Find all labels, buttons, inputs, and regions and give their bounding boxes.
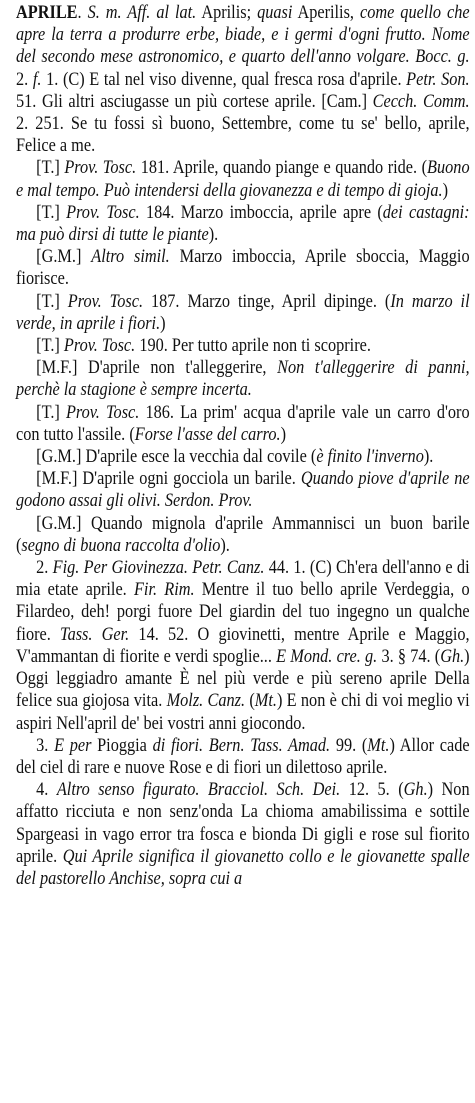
italic-text: segno di buona raccolta d'olio bbox=[21, 534, 221, 556]
sense-paragraph bbox=[16, 735, 470, 779]
body-text: Mentre il tuo bello aprile Verdeggia, o Filardeo, deh! porgi fuore Del giardin del tuo ingegno un qualche fiore. bbox=[16, 579, 470, 645]
sense-paragraph bbox=[16, 335, 470, 357]
body-text: Aprilis; bbox=[196, 2, 258, 23]
sense-paragraph bbox=[16, 779, 470, 890]
italic-text: Altro simil. bbox=[91, 246, 170, 268]
body-text: [T.] bbox=[36, 401, 66, 423]
italic-text: S. m. Aff. al lat. bbox=[87, 2, 197, 23]
body-text: ( bbox=[245, 690, 255, 712]
body-text: 184. Marzo imboccia, aprile apre ( bbox=[139, 201, 383, 223]
italic-text: Forse l'asse del carro. bbox=[134, 423, 281, 445]
italic-text: Molz. Canz. bbox=[166, 690, 246, 712]
body-text: [T.] bbox=[36, 201, 67, 223]
body-text: Marzo imboccia, Aprile sboccia, Maggio fiorisce. bbox=[16, 246, 470, 290]
body-text: ). bbox=[220, 534, 230, 556]
body-text: 186. La prim' acqua d'aprile vale un carro d'oro con tutto l'assile. ( bbox=[16, 401, 470, 445]
italic-text: Altro senso figurato. Bracciol. Sch. Dei. bbox=[56, 779, 341, 801]
headword: APRILE bbox=[16, 2, 78, 23]
body-text: Pioggia bbox=[91, 734, 153, 756]
italic-text: è finito l'inverno bbox=[316, 446, 424, 468]
italic-text: E Mond. cre. g. bbox=[276, 645, 378, 667]
sense-paragraph bbox=[16, 557, 470, 735]
body-text: 51. Gli altri asciugasse un più cortese aprile. [Cam.] bbox=[16, 90, 373, 112]
body-text: [T.] bbox=[36, 335, 64, 357]
italic-text: Prov. Tosc. bbox=[67, 290, 144, 312]
italic-text: Prov. Tosc. bbox=[65, 401, 140, 423]
italic-text: Mt. bbox=[367, 734, 390, 756]
body-text: ) Oggi leggiadro amante È nel più verde e più sereno aprile Della felice sua giojosa vita. bbox=[16, 645, 470, 712]
body-text: 187. Marzo tinge, April dipinge. ( bbox=[143, 290, 391, 312]
body-text: ) Non affatto ricciuta e non senz'onda La chioma amabilissima e sottile Spargeasi in vago error tra fosca e bionda Di gigli e rose sul fiorito aprile. bbox=[16, 779, 470, 867]
italic-text: come quello che apre la terra a produrre erbe, biade, e i germi d'ogni frutto. Nome del secondo mese astronomico, e quarto dell'anno volgare. Bocc. g. bbox=[16, 2, 470, 68]
body-text: [T.] bbox=[36, 290, 68, 312]
italic-text: Tass. Ger. bbox=[60, 623, 130, 645]
body-text: ) bbox=[160, 312, 166, 334]
italic-text: Prov. Tosc. bbox=[66, 201, 140, 223]
body-text: ) E non è chi di voi meglio vi aspiri Nell'april de' bei vostri anni giocondo. bbox=[16, 690, 470, 734]
body-text: 2. 251. Se tu fossi sì buono, Settembre, come tu se' bello, aprile, Felice a me. bbox=[16, 113, 470, 157]
body-text: [M.F.] D'aprile ogni gocciola un barile. bbox=[36, 468, 301, 490]
body-text: [G.M.] Quando mignola d'aprile Ammannisci un buon barile ( bbox=[16, 512, 470, 556]
italic-text: Buono e mal tempo. Può intendersi della giovanezza e di tempo di gioja. bbox=[16, 157, 470, 201]
body-text: 44. 1. (C) Ch'era dell'anno e di mia etate aprile. bbox=[16, 557, 470, 601]
dictionary-page bbox=[3, 0, 470, 1103]
body-text: 4. bbox=[36, 779, 57, 801]
italic-text: di fiori. Bern. Tass. Amad. bbox=[152, 734, 331, 756]
entry-column bbox=[16, 2, 470, 890]
italic-text: Cecch. Comm. bbox=[372, 90, 470, 112]
body-text: [T.] bbox=[36, 157, 65, 179]
body-text: [M.F.] D'aprile non t'alleggerire, bbox=[36, 357, 278, 379]
body-text: ). bbox=[423, 446, 434, 468]
italic-text: Prov. Tosc. bbox=[63, 335, 136, 357]
body-text: 1. (C) E tal nel viso divenne, qual fresca rosa d'aprile. bbox=[41, 68, 407, 90]
body-text: 3. bbox=[36, 734, 55, 756]
italic-text: In marzo il verde, in aprile i fiori. bbox=[16, 290, 470, 334]
sense-paragraph bbox=[16, 157, 470, 201]
italic-text: E per bbox=[54, 734, 92, 756]
italic-text: Petr. Son. bbox=[406, 68, 470, 90]
body-text: Aperilis, bbox=[292, 2, 360, 23]
italic-text: quasi bbox=[257, 2, 293, 23]
italic-text: f. bbox=[32, 68, 42, 90]
body-text: ) bbox=[280, 423, 287, 445]
body-text: ) Allor cade del ciel di rare e nuove Rose e di fiori un dilettoso aprile. bbox=[16, 734, 470, 778]
sense-paragraph bbox=[16, 291, 470, 335]
headword-paragraph bbox=[16, 2, 470, 157]
body-text: 2. bbox=[36, 557, 53, 579]
italic-text: Qui Aprile significa il giovanetto collo e le giovanette spalle del pastorello Anchise, sopra cui a bbox=[16, 845, 470, 889]
sense-paragraph bbox=[16, 446, 470, 468]
body-text: 14. 52. O giovinetti, mentre Aprile e Maggio, V'ammantan di fiorite e verdi spoglie... bbox=[16, 623, 470, 667]
body-text: 12. 5. ( bbox=[340, 779, 404, 801]
italic-text: Fig. Per Giovinezza. Petr. Canz. bbox=[52, 557, 265, 579]
sense-paragraph bbox=[16, 357, 470, 401]
body-text: 190. Per tutto aprile non ti scoprire. bbox=[135, 335, 371, 357]
body-text: 99. ( bbox=[330, 734, 368, 756]
body-text: 2. bbox=[16, 68, 33, 90]
sense-paragraph bbox=[16, 246, 470, 290]
body-text: ). bbox=[208, 224, 219, 246]
body-text: [G.M.] bbox=[36, 246, 92, 268]
italic-text: Quando piove d'aprile ne godono assai gli olivi. Serdon. Prov. bbox=[16, 468, 470, 512]
sense-paragraph bbox=[16, 402, 470, 446]
italic-text: Prov. Tosc. bbox=[64, 157, 137, 179]
italic-text: Gh. bbox=[403, 779, 428, 801]
sense-paragraph bbox=[16, 202, 470, 246]
body-text: ) bbox=[442, 179, 449, 201]
body-text: . bbox=[77, 2, 88, 23]
italic-text: Non t'alleggerire di panni, perchè la stagione è sempre incerta. bbox=[16, 357, 470, 401]
italic-text: Fir. Rim. bbox=[133, 579, 195, 601]
italic-text: dei castagni: ma può dirsi di tutte le piante bbox=[16, 201, 470, 246]
sense-paragraph bbox=[16, 468, 470, 512]
body-text: [G.M.] D'aprile esce la vecchia dal covile ( bbox=[36, 446, 317, 468]
italic-text: Gh. bbox=[440, 645, 465, 667]
body-text: 181. Aprile, quando piange e quando ride. ( bbox=[136, 157, 428, 179]
body-text: 3. § 74. ( bbox=[377, 645, 441, 667]
italic-text: Mt. bbox=[254, 690, 277, 712]
sense-paragraph bbox=[16, 513, 470, 557]
